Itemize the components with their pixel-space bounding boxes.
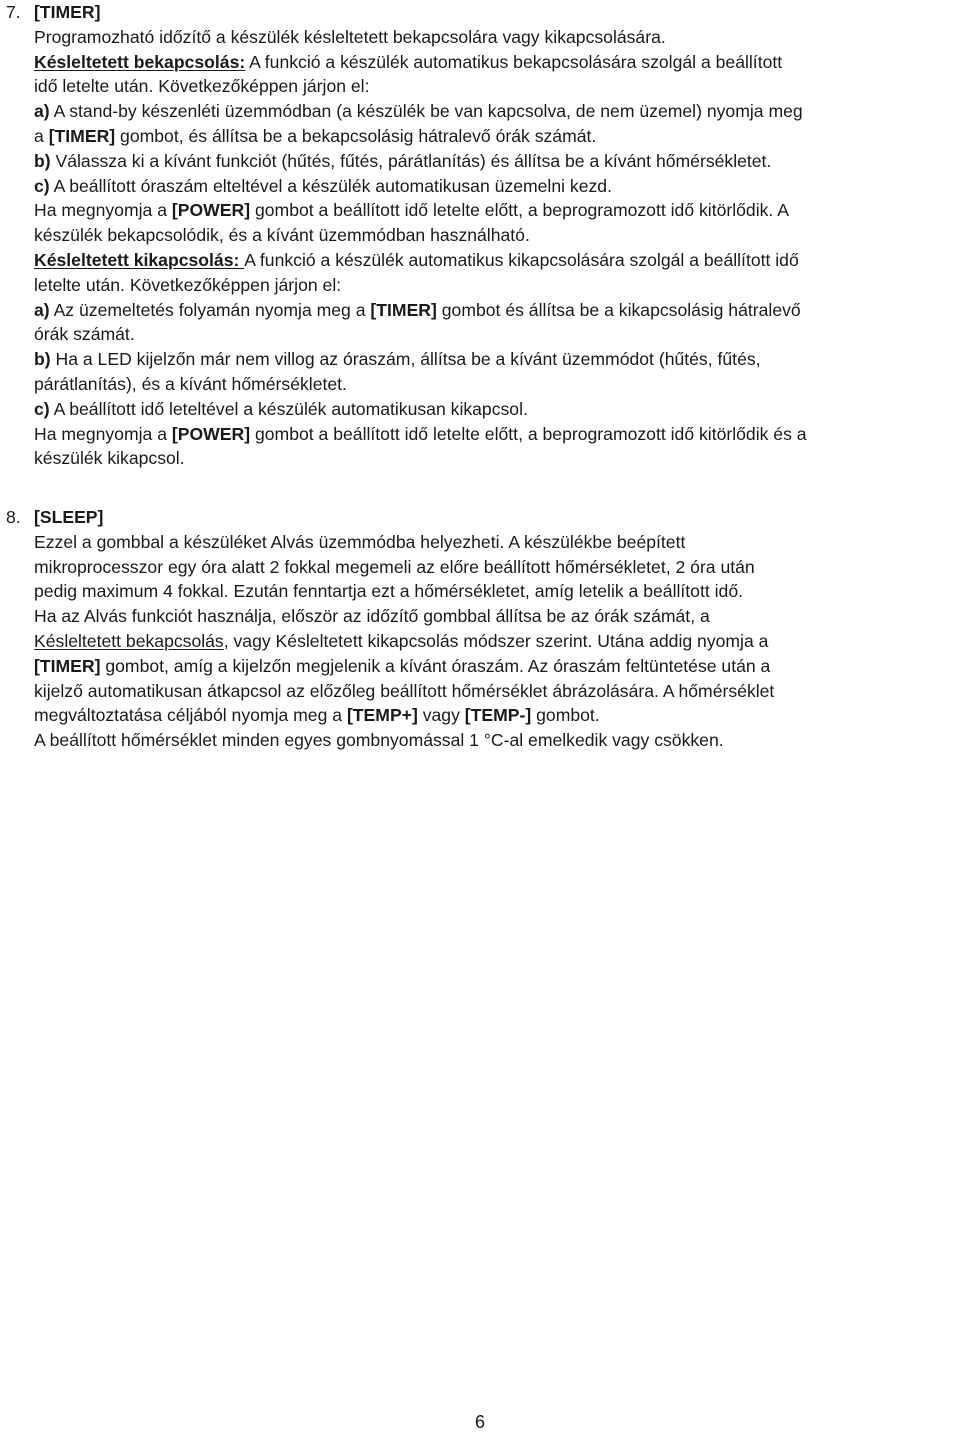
paragraph-line xyxy=(0,50,960,75)
sleep-text: vagy xyxy=(417,705,465,726)
note-text: gombot a beállított idő letelte előtt, a beprogramozott idő kitörlődik. A xyxy=(250,200,789,221)
timer-key: [TIMER] xyxy=(370,299,437,320)
section-number: 8. xyxy=(6,507,21,527)
paragraph-line xyxy=(0,322,960,347)
delayed-on-text: A funkció a készülék automatikus bekapcsolására szolgál a beállított xyxy=(245,51,783,72)
sleep-text: pedig maximum 4 fokkal. Ezután fenntartja ezt a hőmérsékletet, amíg letelik a beállított idő. xyxy=(34,581,743,602)
paragraph-line xyxy=(0,703,960,728)
sleep-text: kijelző automatikusan átkapcsol az előzőleg beállított hőmérséklet ábrázolására. A hőmérséklet xyxy=(34,680,775,701)
paragraph-line xyxy=(0,347,960,372)
step-text: párátlanítás), és a kívánt hőmérsékletet. xyxy=(34,373,347,394)
section-heading: [TIMER] xyxy=(34,2,101,22)
step-text: gombot, és állítsa be a bekapcsolásig hátralevő órák számát. xyxy=(115,125,597,146)
section-heading-row xyxy=(0,505,960,530)
paragraph-line xyxy=(0,530,960,555)
timer-intro: Programozható időzítő a készülék késleltetett bekapcsolára vagy kikapcsolására. xyxy=(34,26,666,47)
note-text: Ha megnyomja a xyxy=(34,200,172,221)
note-text: gombot a beállított idő letelte előtt, a beprogramozott idő kitörlődik és a xyxy=(250,423,807,444)
delayed-off-label: Késleltetett kikapcsolás: xyxy=(34,249,245,270)
paragraph-line xyxy=(0,372,960,397)
paragraph-line xyxy=(0,579,960,604)
paragraph-line xyxy=(0,248,960,273)
step-text: gombot és állítsa be a kikapcsolásig hátralevő xyxy=(436,299,801,320)
step-label: c) xyxy=(34,175,50,196)
delayed-on-reference: Késleltetett bekapcsolás xyxy=(34,630,224,651)
sleep-text: Ha az Alvás funkciót használja, először az időzítő gombbal állítsa be az órák számát, a xyxy=(34,606,710,627)
step-text: Az üzemeltetés folyamán nyomja meg a xyxy=(49,299,371,320)
note-text: Ha megnyomja a xyxy=(34,423,172,444)
paragraph-line xyxy=(0,99,960,124)
delayed-on-label: Késleltetett bekapcsolás: xyxy=(34,51,246,72)
paragraph-line xyxy=(0,728,960,753)
timer-key: [TIMER] xyxy=(48,125,116,146)
note-text: készülék kikapcsol. xyxy=(34,448,185,469)
step-text: Válassza ki a kívánt funkciót (hűtés, fűtés, párátlanítás) és állítsa be a kívánt hőmérsékletet. xyxy=(50,150,772,171)
paragraph-line xyxy=(0,679,960,704)
temp-plus-key: [TEMP+] xyxy=(346,705,418,726)
step-text: A stand-by készenléti üzemmódban (a készülék be van kapcsolva, de nem üzemel) nyomja meg xyxy=(49,101,803,122)
paragraph-line xyxy=(0,397,960,422)
sleep-text: Ezzel a gombbal a készüléket Alvás üzemmódba helyezheti. A készülékbe beépített xyxy=(34,531,686,552)
paragraph-line xyxy=(0,74,960,99)
paragraph-line xyxy=(0,555,960,580)
paragraph-line xyxy=(0,124,960,149)
delayed-off-text: A funkció a készülék automatikus kikapcsolására szolgál a beállított idő xyxy=(244,249,799,270)
power-key: [POWER] xyxy=(171,200,251,221)
paragraph-line xyxy=(0,422,960,447)
power-key: [POWER] xyxy=(171,423,251,444)
sleep-text: gombot. xyxy=(531,705,600,726)
delayed-on-text: idő letelte után. Következőképpen járjon el: xyxy=(34,76,370,97)
section-heading: [SLEEP] xyxy=(34,507,104,527)
paragraph-line xyxy=(0,604,960,629)
paragraph-line xyxy=(0,273,960,298)
step-label: b) xyxy=(34,150,51,171)
step-text: a xyxy=(34,125,49,146)
step-text: Ha a LED kijelzőn már nem villog az óraszám, állítsa be a kívánt üzemmódot (hűtés, fűtés, xyxy=(50,349,761,370)
step-label: a) xyxy=(34,299,50,320)
step-label: c) xyxy=(34,398,50,419)
temp-minus-key: [TEMP-] xyxy=(464,705,532,726)
paragraph-line xyxy=(0,223,960,248)
page-number: 6 xyxy=(474,1412,485,1432)
note-text: készülék bekapcsolódik, és a kívánt üzemmódban használható. xyxy=(34,225,530,246)
paragraph-line xyxy=(0,629,960,654)
paragraph-line xyxy=(0,198,960,223)
step-text: A beállított óraszám elteltével a készülék automatikusan üzemelni kezd. xyxy=(49,175,612,196)
step-label: b) xyxy=(34,349,51,370)
step-text: A beállított idő leteltével a készülék automatikusan kikapcsol. xyxy=(49,398,528,419)
step-text: órák számát. xyxy=(34,324,135,345)
paragraph-line xyxy=(0,446,960,471)
step-label: a) xyxy=(34,101,50,122)
sleep-text: mikroprocesszor egy óra alatt 2 fokkal megemeli az előre beállított hőmérsékletet, 2 óra után xyxy=(34,556,755,577)
paragraph-line xyxy=(0,654,960,679)
paragraph-line xyxy=(0,298,960,323)
sleep-text: A beállított hőmérséklet minden egyes gombnyomással 1 °C-al emelkedik vagy csökken. xyxy=(34,730,724,751)
sleep-text: , vagy Késleltetett kikapcsolás módszer szerint. Utána addig nyomja a xyxy=(223,630,769,651)
section-sleep xyxy=(0,505,960,753)
paragraph-line xyxy=(0,149,960,174)
section-heading-row xyxy=(0,0,960,25)
section-number: 7. xyxy=(6,2,21,22)
sleep-text: megváltoztatása céljából nyomja meg a xyxy=(34,705,347,726)
timer-key: [TIMER] xyxy=(34,655,101,676)
delayed-off-text: letelte után. Következőképpen járjon el: xyxy=(34,274,342,295)
paragraph-line xyxy=(0,25,960,50)
paragraph-line xyxy=(0,174,960,199)
section-timer xyxy=(0,0,960,471)
sleep-text: gombot, amíg a kijelzőn megjelenik a kívánt óraszám. Az óraszám feltüntetése után a xyxy=(100,655,771,676)
